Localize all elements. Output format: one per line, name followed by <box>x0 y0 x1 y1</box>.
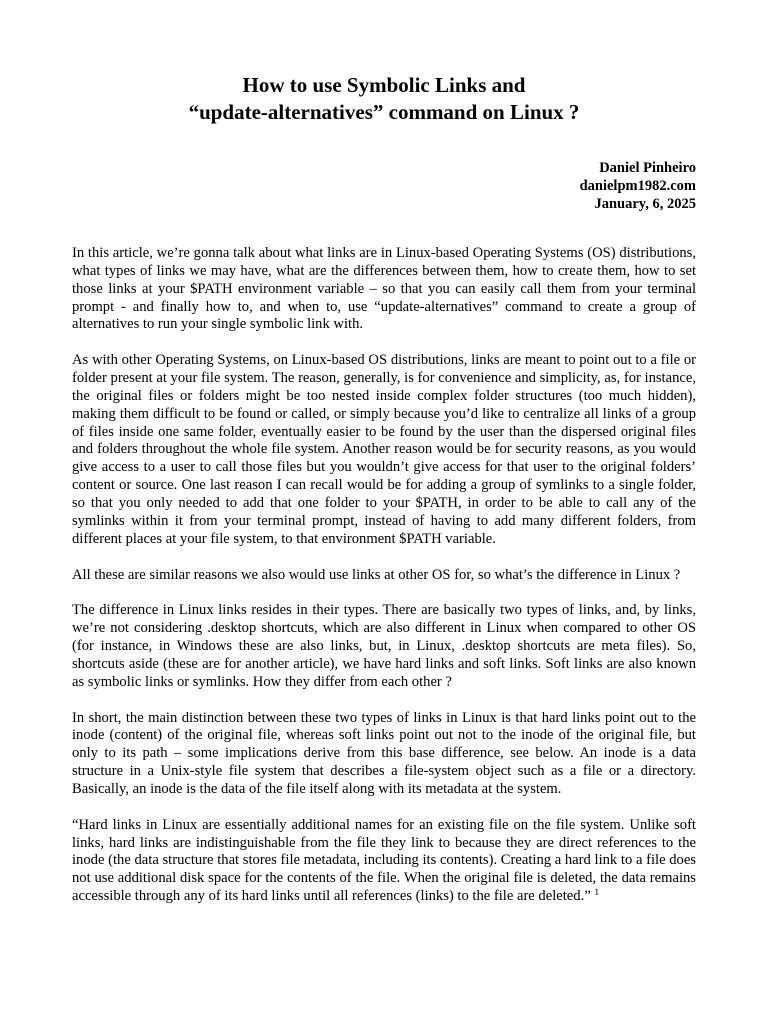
paragraph-difference-question: All these are similar reasons we also would use links at other OS for, so what’s the difference in Linux ? <box>72 566 681 583</box>
article-title <box>72 72 696 126</box>
paragraph-hard-links-quote <box>72 817 696 906</box>
title-line-2: “update-alternatives” command on Linux ? <box>188 100 580 124</box>
paragraph-link-types: The difference in Linux links resides in their types. There are basically two types of links, and, by links, we’re not considering .desktop shortcuts, which are also different in Linux when compared to other OS (for instance, in Windows these are also links, but, in Linux, .desktop shortcuts are meta files). So, shortcuts aside (these are for another article), we have hard links and soft links. Soft links are also known as symbolic links or symlinks. How they differ from each other ? <box>72 602 696 690</box>
paragraph-inode-distinction: In short, the main distinction between these two types of links in Linux is that hard links point out to the inode (content) of the original file, whereas soft links point out not to the inode of the original file, but only to its path – some implications derive from this base difference, see below. An inode is a data structure in a Unix-style file system that describes a file-system object such as a file or a directory. Basically, an inode is the data of the file itself along with its metadata at the system. <box>72 709 696 797</box>
author-website: danielpm1982.com <box>579 178 696 194</box>
author-block <box>72 159 696 213</box>
footnote-marker: 1 <box>594 888 600 899</box>
paragraph-links-purpose: As with other Operating Systems, on Linux-based OS distributions, links are meant to point out to a file or folder present at your file system. The reason, generally, is for convenience and simplicity, as, for instance, the original files or folders might be too nested inside complex folder structures (too much hidden), making them difficult to be found or called, or simply because you’d like to centralize all links of a group of files inside one same folder, eventually easier to be found by the user than the dispersed original files and folders throughout the whole file system. Another reason would be for security reasons, as you would give access to a user to call those files but you wouldn’t give access for that user to the original folders’ content or source. One last reason I can recall would be for adding a group of symlinks to a single folder, so that you only needed to add that one folder to your $PATH, in order to be able to call any of the symlinks within it from your terminal prompt, instead of having to add many different folders, from different places at your file system, to that environment $PATH variable. <box>72 352 696 547</box>
paragraph-intro: In this article, we’re gonna talk about what links are in Linux-based Operating Systems (OS) distributions, what types of links we may have, what are the differences between them, how to create them, how to set those links at your $PATH environment variable – so that you can easily call them from your terminal prompt - and finally how to, and when to, use “update-alternatives” command to create a group of alternatives to run your single symbolic link with. <box>72 245 696 333</box>
document-page <box>72 72 696 924</box>
author-name: Daniel Pinheiro <box>599 160 696 176</box>
quote-text: “Hard links in Linux are essentially additional names for an existing file on the file system. Unlike soft links, hard links are indistinguishable from the file they link to because they are direct references to the inode (the data structure that stores file metadata, including its contents). Creating a hard link to a file does not use additional disk space for the contents of the file. When the original file is deleted, the data remains accessible through any of its hard links until all references (links) to the file are deleted.” <box>72 816 696 905</box>
article-body <box>72 245 696 906</box>
title-line-1: How to use Symbolic Links and <box>242 73 526 97</box>
publication-date: January, 6, 2025 <box>594 196 696 212</box>
